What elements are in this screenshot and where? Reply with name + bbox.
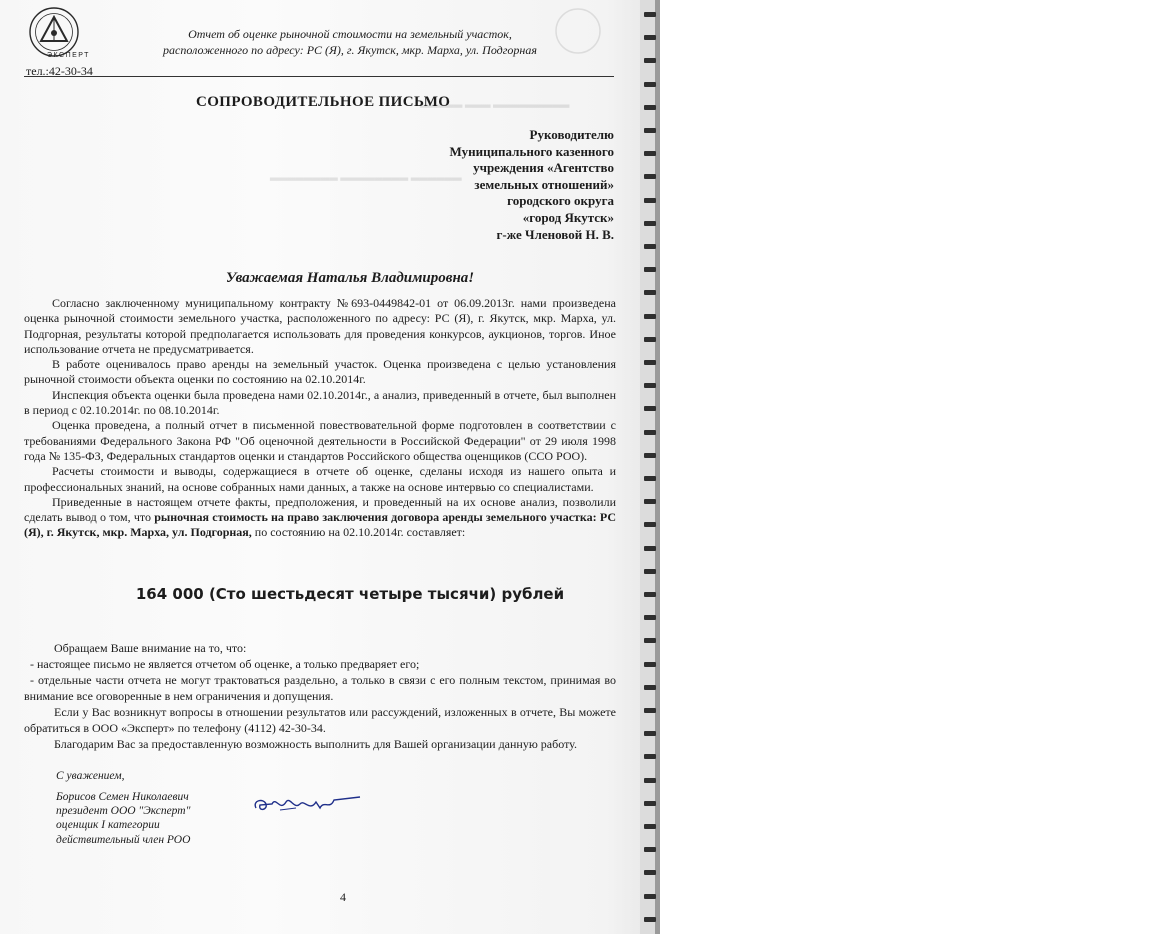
binding-ring [644, 383, 656, 388]
binding-ring [644, 778, 656, 783]
addressee-line: земельных отношений» [474, 176, 614, 192]
binding-ring [644, 290, 656, 295]
notice-item: - отдельные части отчета не могут трактоваться раздельно, а только в связи с его полным текстом, принимая во внимание все оговоренные в нем ограничения и допущения. [24, 673, 616, 703]
notice-intro: Обращаем Ваше внимание на то, что: [54, 641, 247, 655]
bleed-through-text: ▂▂▂▂▂ ▂▂▂ ▂▂▂▂▂▂▂▂▂ [420, 96, 570, 108]
bleed-through-text: ▂▂▂▂▂▂▂▂ ▂▂▂▂▂▂▂▂ ▂▂▂▂▂▂ [270, 169, 462, 181]
binding-ring [644, 105, 656, 110]
binding-ring [644, 82, 656, 87]
binding-ring [644, 615, 656, 620]
signer-line: действительный член РОО [56, 833, 191, 846]
binding-ring [644, 638, 656, 643]
binding-ring [644, 453, 656, 458]
header-divider [24, 76, 614, 77]
binding-ring [644, 58, 656, 63]
binding-ring [644, 546, 656, 551]
addressee-line: «город Якутск» [522, 209, 614, 225]
addressee-line: учреждения «Агентство [473, 160, 614, 176]
binding-ring [644, 12, 656, 17]
binding-ring [644, 151, 656, 156]
body-paragraph: Согласно заключенному муниципальному контракту №693-0449842-01 от 06.09.2013г. нами произведена оценка рыночной стоимости земельного участка, расположенного по адресу: РС (Я), г. Якутск, мкр. Марха, ул. Подгорная, результаты которой предполагается использовать для проведения конкурсов, аукционов, торгов. Иное использование отчета не предусматривается. [24, 296, 616, 356]
binding-ring [644, 754, 656, 759]
binding-ring [644, 198, 656, 203]
letter-body [24, 296, 616, 541]
addressee-line: городского округа [507, 193, 614, 209]
binding-ring [644, 244, 656, 249]
closing-phrase: С уважением, [56, 770, 125, 782]
binding-ring [644, 847, 656, 852]
binding-ring [644, 221, 656, 226]
body-paragraph: В работе оценивалось право аренды на земельный участок. Оценка произведена с целью установления рыночной стоимости объекта оценки по состоянию на 02.10.2014г. [24, 357, 616, 387]
report-title-line: Отчет об оценке рыночной стоимости на земельный участок, [188, 27, 512, 41]
brand-name: ЭКСПЕРТ [47, 52, 90, 59]
binding-ring [644, 476, 656, 481]
salutation: Уважаемая Наталья Владимировна! [225, 270, 475, 286]
addressee-line: Муниципального казенного [449, 143, 614, 159]
signer-block [56, 790, 190, 847]
binding-ring [644, 35, 656, 40]
handwritten-signature [250, 790, 370, 820]
binding-ring [644, 360, 656, 365]
binding-ring [644, 314, 656, 319]
binding-ring [644, 917, 656, 922]
signer-line: Борисов Семен Николаевич [56, 791, 189, 803]
binding-ring [644, 522, 656, 527]
signer-line: оценщик I категории [56, 819, 160, 832]
conclusion-bold: рыночная стоимость на право заключения договора аренды земельного участка: РС (Я), г. Якутск, мкр. Марха, ул. Подгорная, [24, 510, 617, 540]
binding-ring [644, 824, 656, 829]
binding-ring [644, 894, 656, 899]
binding-ring [644, 337, 656, 342]
binding-ring [644, 662, 656, 667]
binding-ring [644, 592, 656, 597]
body-paragraph: Оценка проведена, а полный отчет в письменной повествовательной форме подготовлен в соответствии с требованиями Федерального Закона РФ "Об оценочной деятельности в Российской Федерации" от 29 июля 1998 года № 135-ФЗ, Федеральных стандартов оценки и стандартов Российского общества оценщиков (ССО РОО). [24, 418, 616, 463]
conclusion-paragraph [24, 495, 616, 541]
addressee-block [380, 127, 614, 243]
report-title-line: расположенного по адресу: РС (Я), г. Якутск, мкр. Марха, ул. Подгорная [163, 43, 537, 57]
binding-ring [644, 731, 656, 736]
conclusion-tail: по состоянию на 02.10.2014г. составляет: [254, 525, 466, 540]
body-paragraph: Расчеты стоимости и выводы, содержащиеся в отчете об оценке, сделаны исходя из нашего опыта и профессиональных знаний, на основе собранных нами данных, а также на основе интервью со специалистами. [24, 464, 616, 494]
contact-paragraph: Если у Вас возникнут вопросы в отношении результатов или рассуждений, изложенных в отчете, Вы можете обратиться в ООО «Эксперт» по телефону (4112) 42-30-34. [24, 705, 616, 735]
signer-line: президент ООО "Эксперт" [56, 805, 191, 818]
binding-ring [644, 569, 656, 574]
binding-ring [644, 430, 656, 435]
bleed-through-logo [548, 6, 608, 56]
body-paragraph: Инспекция объекта оценки была проведена нами 02.10.2014г., а анализ, приведенный в отчете, был выполнен в период с 02.10.2014г. по 08.10.2014г. [24, 387, 616, 418]
page-number: 4 [340, 890, 346, 904]
addressee-line: Руководителю [529, 127, 614, 142]
binding-edge-shadow [655, 0, 660, 934]
report-header-title [150, 26, 550, 58]
notice-block [24, 640, 616, 752]
binding-ring [644, 128, 656, 133]
binding-ring [644, 406, 656, 411]
market-value-amount: 164 000 (Сто шестьдесят четыре тысячи) рублей [135, 585, 565, 603]
binding-ring [644, 174, 656, 179]
thanks-paragraph: Благодарим Вас за предоставленную возможность выполнить для Вашей организации данную работу. [54, 737, 577, 751]
phone-number: тел.:42-30-34 [26, 64, 93, 78]
binding-ring [644, 267, 656, 272]
binding-ring [644, 708, 656, 713]
letter-title: СОПРОВОДИТЕЛЬНОЕ ПИСЬМО [196, 94, 451, 110]
binding-ring [644, 801, 656, 806]
conclusion-intro: Приведенные в настоящем отчете факты, предположения, и проведенный на их основе анализ, позволили сделать вывод о том, что [24, 494, 616, 525]
binding-ring [644, 870, 656, 875]
addressee-line: г-же Члeновой Н. В. [496, 226, 614, 242]
binding-ring [644, 499, 656, 504]
notice-item: - настоящее письмо не является отчетом об оценке, а только предваряет его; [30, 657, 420, 671]
binding-ring [644, 685, 656, 690]
